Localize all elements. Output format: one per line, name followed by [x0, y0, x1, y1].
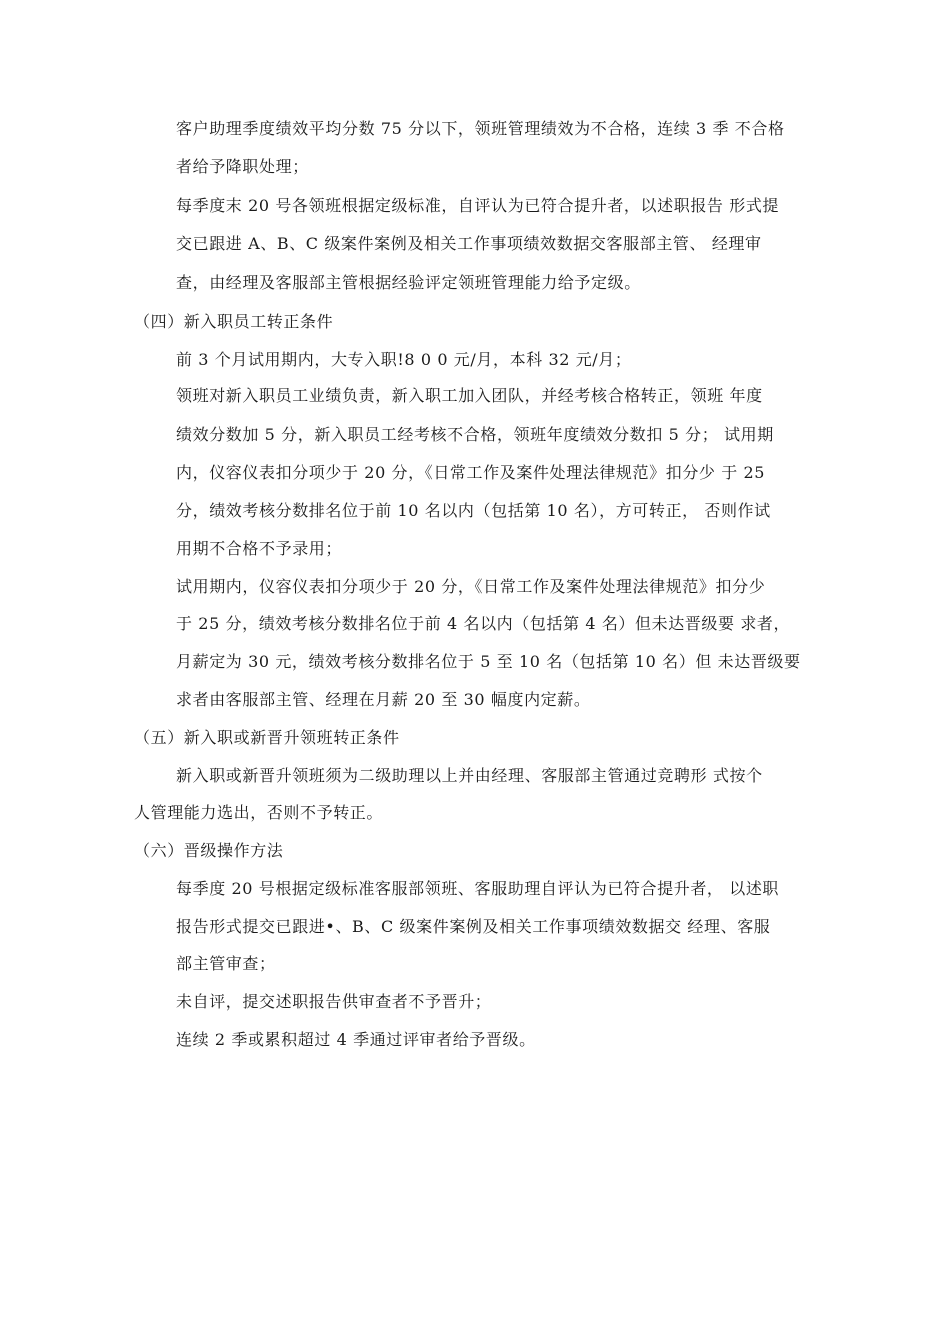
text-line: 连续 2 季或累积超过 4 季通过评审者给予晋级。	[176, 1030, 536, 1049]
text-line: 报告形式提交已跟进•、B、C 级案件案例及相关工作事项绩效数据交 经理、客服	[176, 917, 771, 936]
section-heading: （六）晋级操作方法	[134, 841, 284, 860]
section-heading: （五）新入职或新晋升领班转正条件	[134, 728, 400, 747]
text-line: 分，绩效考核分数排名位于前 10 名以内（包括第 10 名），方可转正， 否则作试	[176, 501, 771, 520]
text-line: 新入职或新晋升领班须为二级助理以上并由经理、客服部主管通过竞聘形 式按个	[176, 766, 763, 785]
text-line: 月薪定为 30 元，绩效考核分数排名位于 5 至 10 名（包括第 10 名）但 未达晋级要	[176, 652, 801, 671]
text-line: 人管理能力选出，否则不予转正。	[134, 803, 384, 822]
text-line: 客户助理季度绩效平均分数 75 分以下，领班管理绩效为不合格，连续 3 季 不合格	[176, 119, 785, 138]
text-line: 绩效分数加 5 分，新入职员工经考核不合格，领班年度绩效分数扣 5 分； 试用期	[176, 425, 774, 444]
section-heading: （四）新入职员工转正条件	[134, 312, 334, 331]
text-line: 内，仪容仪表扣分项少于 20 分，《日常工作及案件处理法律规范》扣分少 于 25	[176, 463, 766, 482]
text-line: 求者由客服部主管、经理在月薪 20 至 30 幅度内定薪。	[176, 690, 591, 709]
text-line: 者给予降职处理；	[176, 157, 309, 176]
text-line: 试用期内，仪容仪表扣分项少于 20 分，《日常工作及案件处理法律规范》扣分少	[176, 577, 766, 596]
text-line: 交已跟进 A、B、C 级案件案例及相关工作事项绩效数据交客服部主管、 经理审	[176, 234, 762, 253]
text-line: 前 3 个月试用期内，大专入职!8 0 0 元/月，本科 32 元/月；	[176, 350, 632, 369]
text-line: 查，由经理及客服部主管根据经验评定领班管理能力给予定级。	[176, 273, 641, 292]
text-line: 领班对新入职员工业绩负责，新入职工加入团队，并经考核合格转正，领班 年度	[176, 386, 763, 405]
text-line: 用期不合格不予录用；	[176, 539, 343, 558]
text-line: 未自评，提交述职报告供审查者不予晋升；	[176, 992, 492, 1011]
text-line: 每季度末 20 号各领班根据定级标准，自评认为已符合提升者，以述职报告 形式提	[176, 196, 780, 215]
text-line: 于 25 分，绩效考核分数排名位于前 4 名以内（包括第 4 名）但未达晋级要 求者，	[176, 614, 791, 633]
text-line: 每季度 20 号根据定级标准客服部领班、客服助理自评认为已符合提升者， 以述职	[176, 879, 780, 898]
text-line: 部主管审查；	[176, 954, 276, 973]
